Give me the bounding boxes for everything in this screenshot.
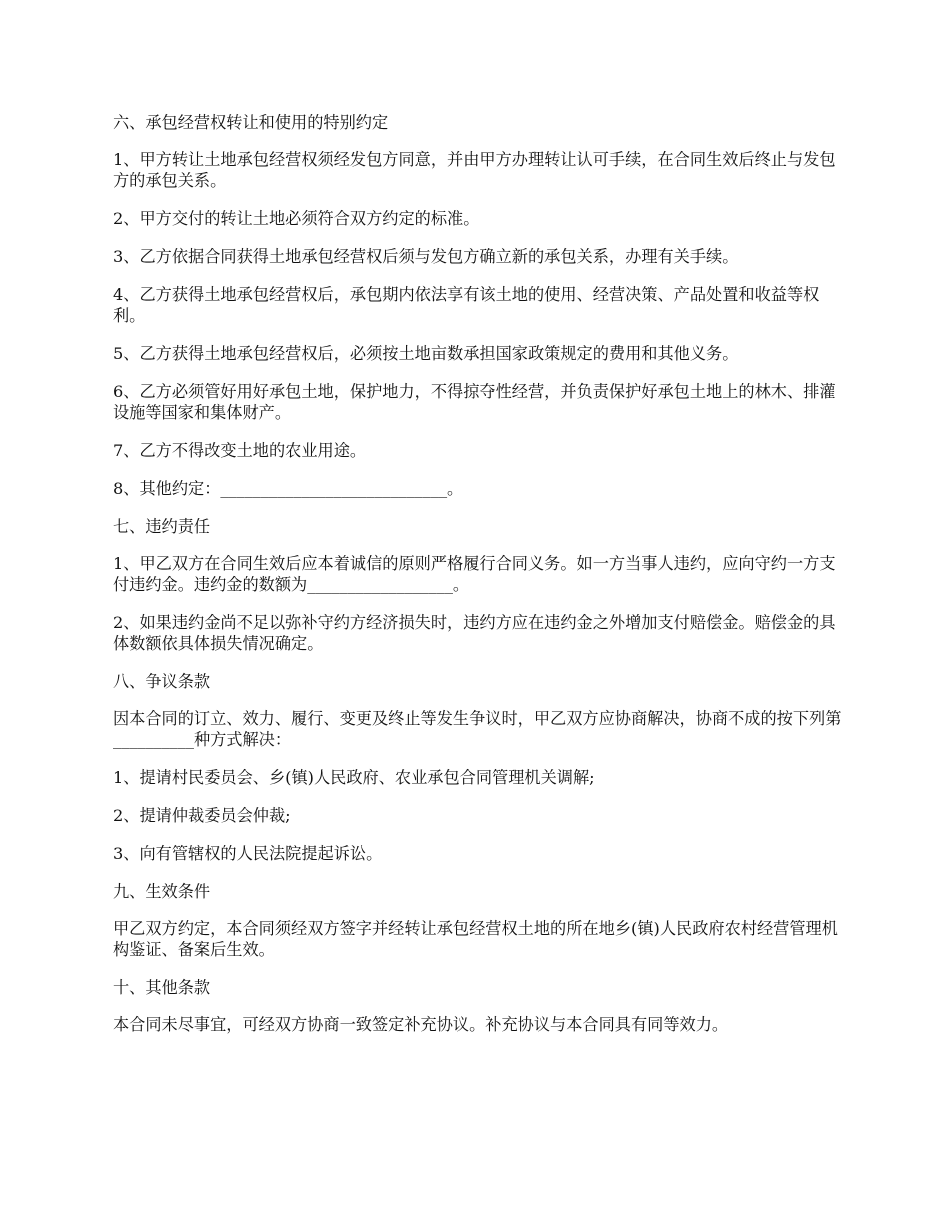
section-heading: 七、违约责任 [113, 517, 211, 536]
section-10 [113, 977, 843, 1035]
document-page [113, 112, 843, 1052]
clause: 2、甲方交付的转让土地必须符合双方约定的标准。 [113, 209, 480, 228]
section-9 [113, 881, 843, 960]
section-heading: 八、争议条款 [113, 672, 211, 691]
clause: 3、向有管辖权的人民法院提起诉讼。 [113, 844, 383, 863]
clause: 7、乙方不得改变土地的农业用途。 [113, 441, 367, 460]
clause: 6、乙方必须管好用好承包土地，保护地力，不得掠夺性经营，并负责保护好承包土地上的林木、排灌设施等国家和集体财产。 [113, 382, 836, 422]
clause: 2、提请仲裁委员会仲裁; [113, 806, 291, 825]
clause: 1、提请村民委员会、乡(镇)人民政府、农业承包合同管理机关调解; [113, 768, 595, 787]
section-heading: 九、生效条件 [113, 882, 211, 901]
clause: 1、甲方转让土地承包经营权须经发包方同意，并由甲方办理转让认可手续，在合同生效后终止与发包方的承包关系。 [113, 150, 836, 190]
clause: 本合同未尽事宜，可经双方协商一致签定补充协议。补充协议与本合同具有同等效力。 [113, 1015, 729, 1034]
clause: 4、乙方获得土地承包经营权后，承包期内依法享有该土地的使用、经营决策、产品处置和收益等权利。 [113, 285, 820, 325]
clause: 因本合同的订立、效力、履行、变更及终止等发生争议时，甲乙双方应协商解决，协商不成的按下列第__________种方式解决： [113, 709, 842, 749]
section-heading: 十、其他条款 [113, 978, 211, 997]
clause: 3、乙方依据合同获得土地承包经营权后须与发包方确立新的承包关系，办理有关手续。 [113, 247, 739, 266]
clause: 5、乙方获得土地承包经营权后，必须按土地亩数承担国家政策规定的费用和其他义务。 [113, 344, 739, 363]
section-7 [113, 516, 843, 654]
section-6 [113, 112, 843, 499]
section-8 [113, 671, 843, 864]
clause: 1、甲乙双方在合同生效后应本着诚信的原则严格履行合同义务。如一方当事人违约，应向守约一方支付违约金。违约金的数额为__________________。 [113, 554, 836, 594]
clause-other-agreement: 8、其他约定：____________________________。 [113, 479, 464, 498]
section-heading: 六、承包经营权转让和使用的特别约定 [113, 113, 389, 132]
clause: 2、如果违约金尚不足以弥补守约方经济损失时，违约方应在违约金之外增加支付赔偿金。赔偿金的具体数额依具体损失情况确定。 [113, 613, 836, 653]
clause: 甲乙双方约定，本合同须经双方签字并经转让承包经营权土地的所在地乡(镇)人民政府农村经营管理机构鉴证、备案后生效。 [113, 919, 838, 959]
